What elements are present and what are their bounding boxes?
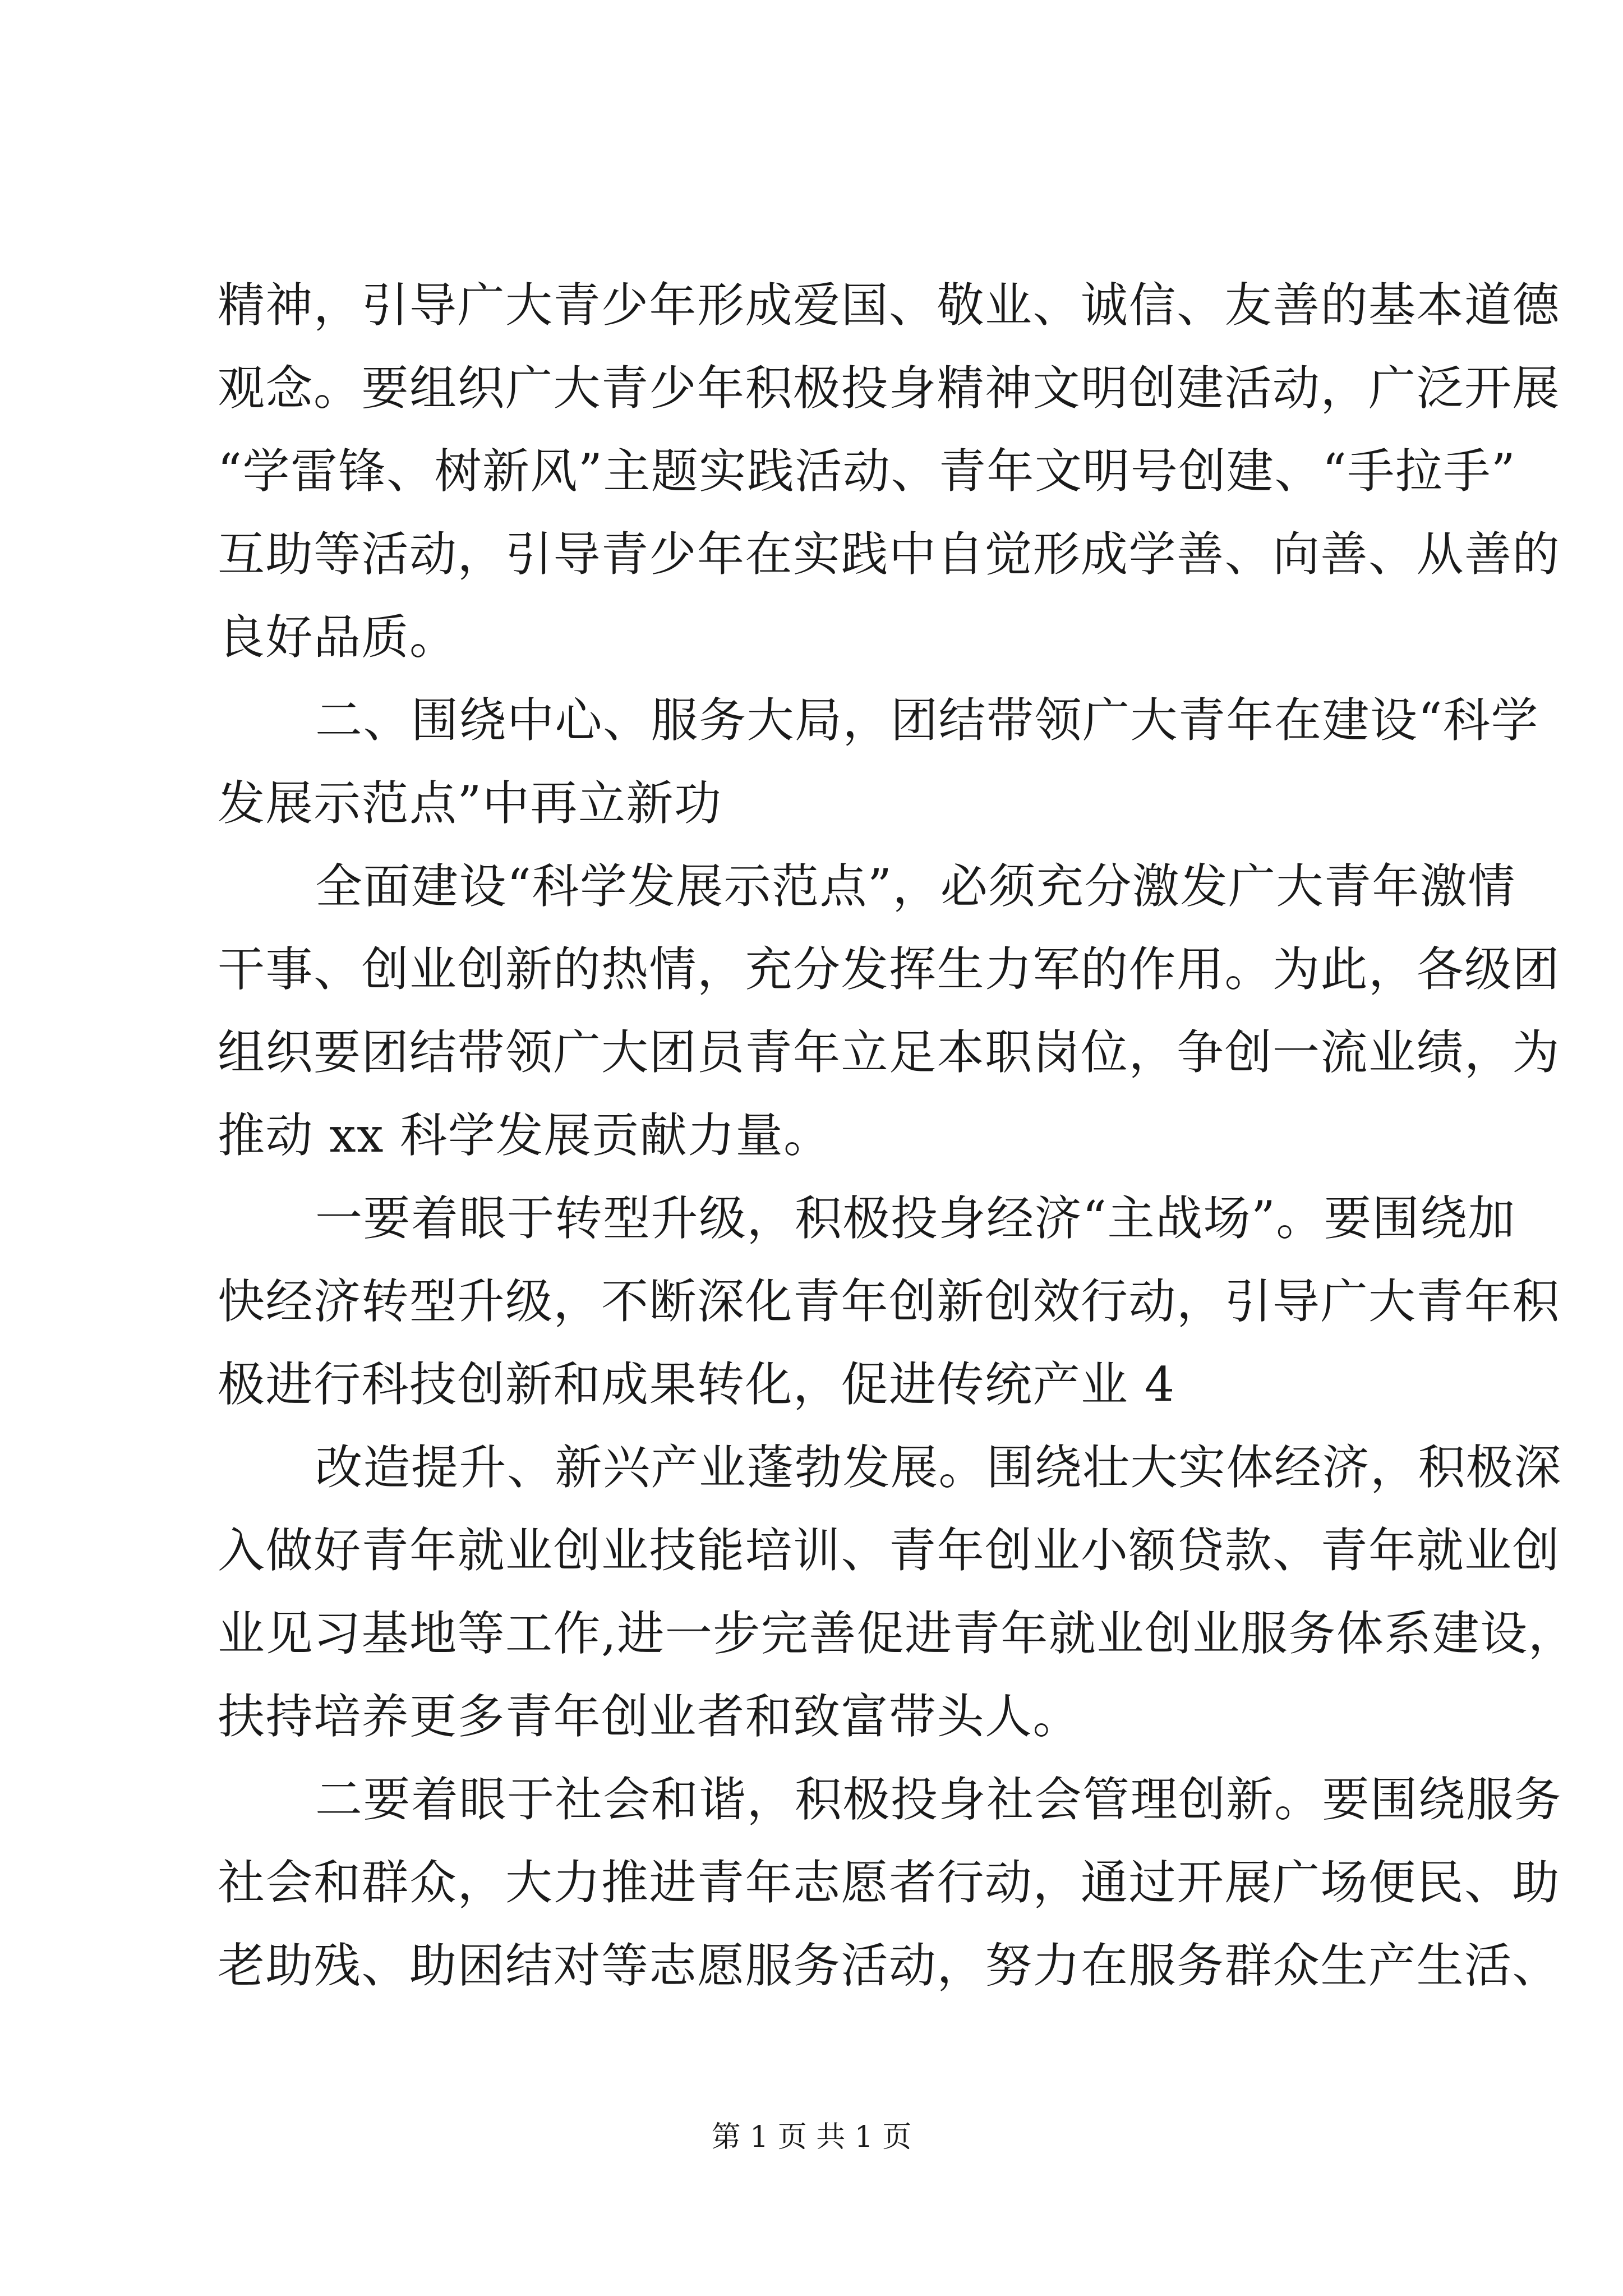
document-body [218, 264, 1576, 2007]
text-line: 极进行科技创新和成果转化，促进传统产业 4 [218, 1357, 1175, 1412]
page-footer: 第 1 页 共 1 页 [711, 2120, 912, 2154]
text-line: 社会和群众，大力推进青年志愿者行动，通过开展广场便民、助 [218, 1855, 1561, 1910]
text-line: 组织要团结带领广大团员青年立足本职岗位，争创一流业绩，为 [218, 1025, 1561, 1080]
text-line: 快经济转型升级，不断深化青年创新创效行动，引导广大青年积 [218, 1274, 1561, 1329]
text-line: 老助残、助困结对等志愿服务活动，努力在服务群众生产生活、 [218, 1938, 1561, 1993]
text-line: 扶持培养更多青年创业者和致富带头人。 [218, 1689, 1081, 1744]
text-line: 观念。要组织广大青少年积极投身精神文明创建活动，广泛开展 [218, 361, 1561, 416]
text-line: 互助等活动，引导青少年在实践中自觉形成学善、向善、从善的 [218, 527, 1561, 582]
text-line: 干事、创业创新的热情，充分发挥生力军的作用。为此，各级团 [218, 942, 1561, 997]
text-line: 良好品质。 [218, 610, 458, 665]
text-line: 一要着眼于转型升级，积极投身经济“主战场”。要围绕加 [315, 1191, 1516, 1246]
text-line: 发展示范点”中再立新功 [218, 776, 722, 831]
text-line: 改造提升、新兴产业蓬勃发展。围绕壮大实体经济，积极深 [315, 1440, 1562, 1495]
text-line: 全面建设“科学发展示范点”，必须充分激发广大青年激情 [315, 859, 1516, 914]
text-line: 推动 xx 科学发展贡献力量。 [218, 1108, 832, 1163]
text-line: 二要着眼于社会和谐，积极投身社会管理创新。要围绕服务 [315, 1772, 1562, 1827]
text-line: “学雷锋、树新风”主题实践活动、青年文明号创建、“手拉手” [218, 444, 1516, 499]
text-line: 二、围绕中心、服务大局，团结带领广大青年在建设“科学 [315, 693, 1539, 748]
text-line: 入做好青年就业创业技能培训、青年创业小额贷款、青年就业创 [218, 1523, 1561, 1578]
text-line: 业见习基地等工作,进一步完善促进青年就业创业服务体系建设， [218, 1606, 1576, 1661]
text-line: 精神，引导广大青少年形成爱国、敬业、诚信、友善的基本道德 [218, 278, 1561, 333]
